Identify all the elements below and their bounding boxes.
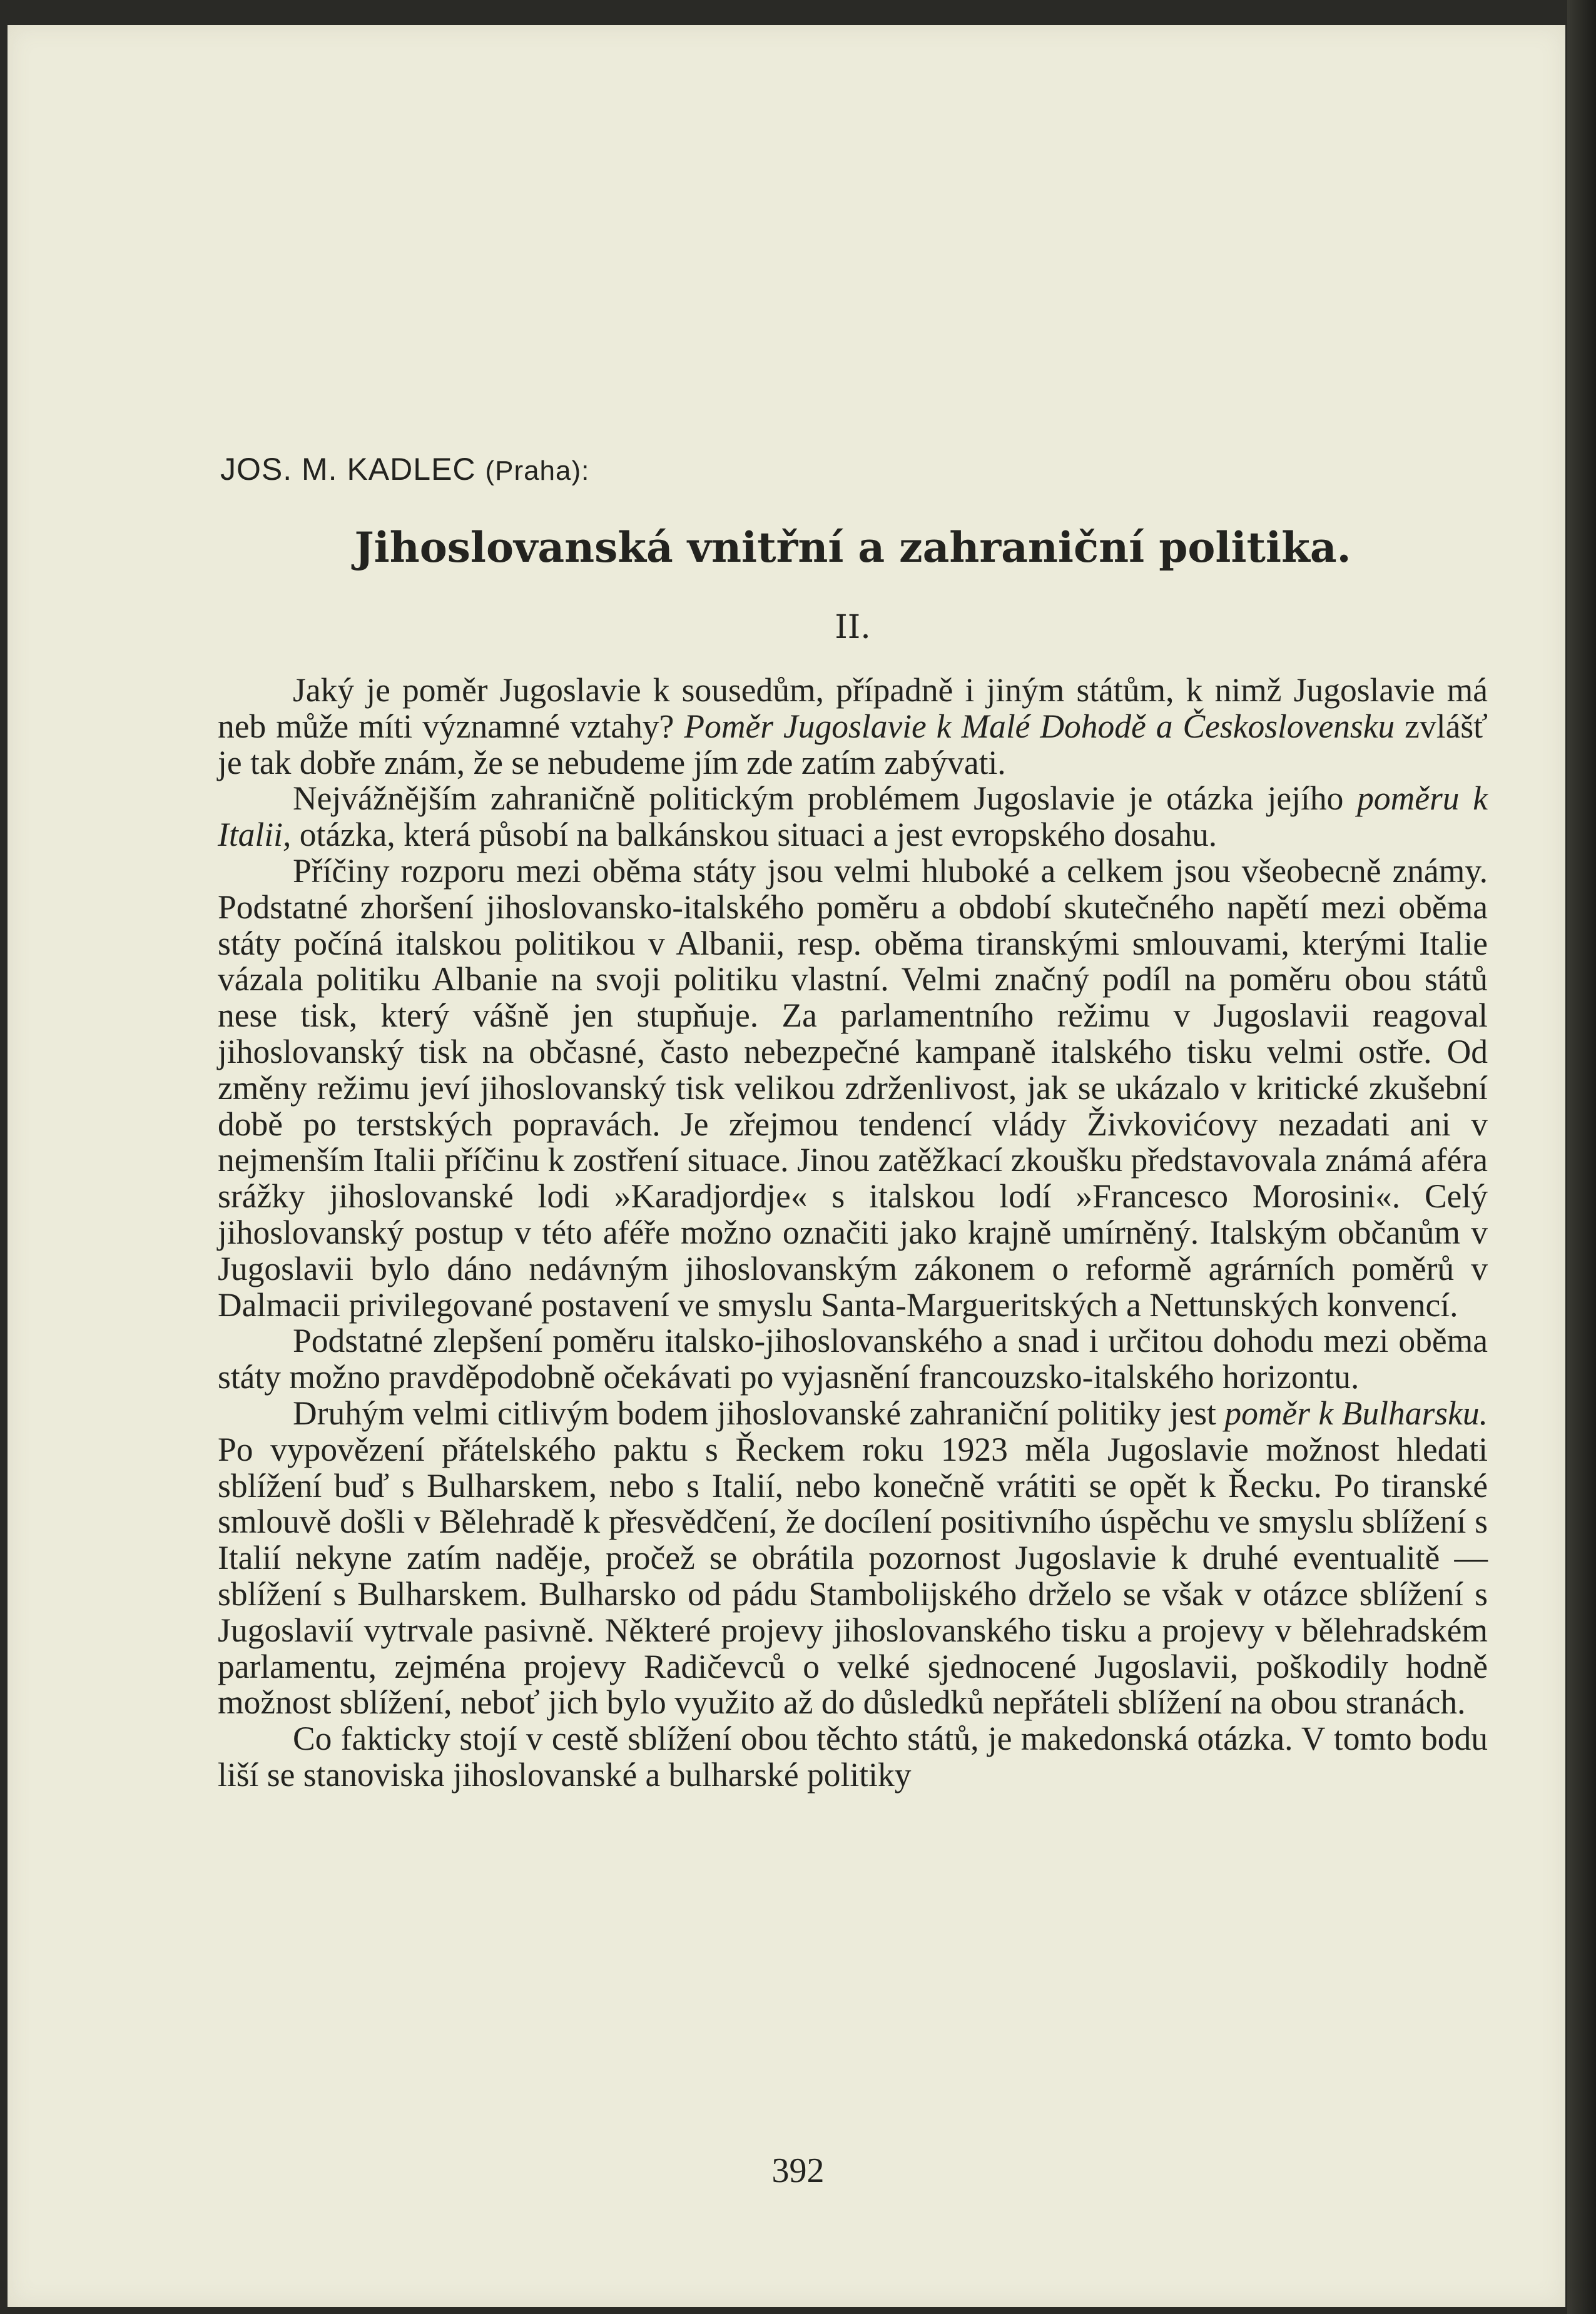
paragraph-text: Co fakticky stojí v cestě sblížení obou těchto států, je makedonská otázka. V tomto bodu liší se stanoviska jihoslovanské a bulharské politiky — [218, 1720, 1488, 1794]
paragraph-text: otázka, která působí na balkánskou situaci a jest evropského dosahu. — [291, 816, 1217, 854]
paragraph — [218, 672, 1488, 781]
page-sheet — [8, 25, 1565, 2307]
emphasized-text: poměru k Italii, — [218, 779, 1488, 854]
emphasized-text: poměr k Bulharsku. — [1224, 1394, 1488, 1432]
paragraph — [218, 853, 1488, 1323]
emphasized-text: Poměr Jugoslavie k Malé Dohodě a Československu — [684, 707, 1395, 745]
paragraph-text: Druhým velmi citlivým bodem jihoslovanské zahraniční politiky jest — [293, 1394, 1225, 1432]
article-author-line — [220, 450, 1488, 490]
paragraph-text: Podstatné zlepšení poměru italsko-jihoslovanského a snad i určitou dohodu mezi oběma státy možno pravděpodobně očekávati po vyjasnění francouzsko-italského horizontu. — [218, 1322, 1488, 1396]
paragraph-text: Nejvážnějším zahraničně politickým problémem Jugoslavie je otázka jejího — [293, 779, 1358, 818]
paragraph-text: zvlášť je tak dobře znám, že se nebudeme jím zde zatím zabývati. — [218, 707, 1488, 781]
paragraph — [218, 1323, 1488, 1396]
article-place: (Praha): — [485, 455, 590, 486]
article-title: Jihoslovanská vnitřní a zahraniční politika. — [354, 523, 1351, 572]
paragraph — [218, 781, 1488, 853]
paragraph — [218, 1396, 1488, 1721]
article — [218, 425, 1488, 1794]
article-author: JOS. M. KADLEC — [220, 452, 476, 487]
paragraph — [218, 1721, 1488, 1794]
binding-edge — [1567, 0, 1596, 2314]
paragraph-text: Jaký je poměr Jugoslavie k sousedům, případně i jiným státům, k nimž Jugoslavie má neb může míti významné vztahy? — [218, 671, 1488, 745]
article-part-number: II. — [835, 609, 871, 646]
page-number: 392 — [771, 2151, 825, 2190]
paragraph-text: Příčiny rozporu mezi oběma státy jsou velmi hluboké a celkem jsou všeobecně známy. Podstatné zhoršení jihoslovansko-italského poměru a období skutečného napětí mezi oběma státy počíná italskou politikou v Albanii, resp. oběma tiranskými smlouvami, kterými Italie vázala politiku Albanie na svoji politiku vlastní. Velmi značný podíl na poměru obou států nese tisk, který vášně jen stupňuje. Za parlamentního režimu v Jugoslavii reagoval jihoslovanský tisk na občasné, často nebezpečné kampaně italského tisku velmi ostře. Od změny režimu jeví jihoslovanský tisk velikou zdrženlivost, jak se ukázalo v kritické zkušební době po terstských popravách. Je zřejmou tendencí vlády Živkovićovy nezadati ani v nejmenším Italii příčinu k zostření situace. Jinou zatěžkací zkoušku představovala známá aféra srážky jihoslovanské lodi »Karadjordje« s italskou lodí »Francesco Morosini«. Celý jihoslovanský postup v této aféře možno označiti jako krajně umírněný. Italským občanům v Jugoslavii bylo dáno nedávným jihoslovanským zákonem o reformě agrárních poměrů v Dalmacii privilegované postavení ve smyslu Santa-Margueritských a Nettunských konvencí. — [218, 851, 1488, 1324]
paragraph-text: Po vypovězení přátelského paktu s Řeckem roku 1923 měla Jugoslavie možnost hledati sblížení buď s Bulharskem, nebo s Italií, nebo konečně vrátiti se opět k Řecku. Po tiranské smlouvě došli v Bělehradě k přesvědčení, že docílení positivního úspěchu ve smyslu sblížení s Italií nekyne zatím naděje, pročež se obrátila pozornost Jugoslavie k druhé eventualitě — sblížení s Bulharskem. Bulharsko od pádu Stambolijského drželo se však v otázce sblížení s Jugoslavií vytrvale pasivně. Některé projevy jihoslovanského tisku a projevy v bělehradském parlamentu, zejména projevy Radičevců o velké sjednocené Jugoslavii, poškodily hodně možnost sblížení, neboť jich bylo využito až do důsledků nepřáteli sblížení na obou stranách. — [218, 1430, 1488, 1722]
paragraph-text — [674, 708, 684, 745]
article-body — [218, 672, 1488, 1794]
